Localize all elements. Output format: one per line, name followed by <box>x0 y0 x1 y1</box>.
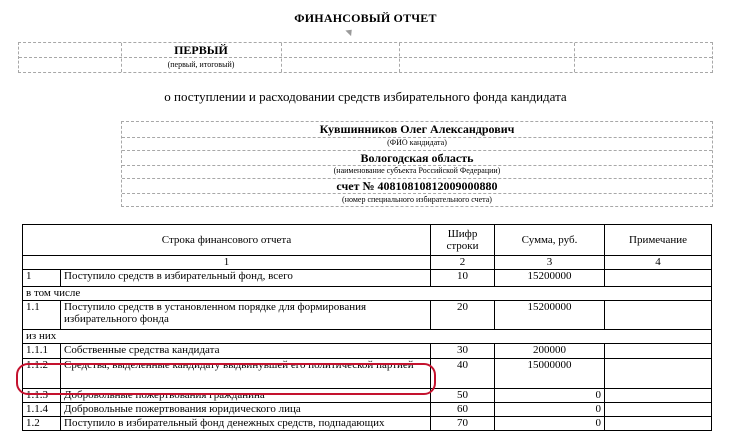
row-sum: 0 <box>495 417 605 431</box>
header-note: Примечание <box>605 225 712 256</box>
report-type: ПЕРВЫЙ <box>174 43 228 57</box>
row-text: Собственные средства кандидата <box>61 344 431 359</box>
section-label: из них <box>23 330 712 344</box>
row-code: 50 <box>431 389 495 403</box>
header-numbers-row <box>23 256 712 270</box>
row-note <box>605 301 712 330</box>
row-number: 1 <box>23 270 61 287</box>
row-sum: 0 <box>495 403 605 417</box>
table-header-row <box>23 225 712 256</box>
row-number: 1.1.2 <box>23 359 61 389</box>
report-subtitle: о поступлении и расходовании средств избирательного фонда кандидата <box>164 89 567 104</box>
row-sum: 15200000 <box>495 270 605 287</box>
row-code: 60 <box>431 403 495 417</box>
row-text: Добровольные пожертвования юридического лица <box>61 403 431 417</box>
table-row <box>23 403 712 417</box>
row-note <box>605 417 712 431</box>
red-highlight-annotation <box>16 363 436 395</box>
financial-report-table <box>22 224 712 431</box>
row-code: 30 <box>431 344 495 359</box>
section-label: в том числе <box>23 287 712 301</box>
row-note <box>605 344 712 359</box>
header-number-sum: 3 <box>495 256 605 270</box>
row-code: 10 <box>431 270 495 287</box>
row-text: Средства, выделенные кандидату выдвинувшей его политической партией <box>61 359 431 389</box>
row-sum: 15000000 <box>495 359 605 389</box>
row-sum: 200000 <box>495 344 605 359</box>
row-sum: 15200000 <box>495 301 605 330</box>
row-number: 1.1.3 <box>23 389 61 403</box>
row-text: Поступило в избирательный фонд денежных средств, подпадающих <box>61 417 431 431</box>
table-row <box>23 344 712 359</box>
document-title: ФИНАНСОВЫЙ ОТЧЕТ <box>294 11 437 25</box>
header-number-line: 1 <box>23 256 431 270</box>
row-note <box>605 403 712 417</box>
section-row <box>23 330 712 344</box>
table-row <box>23 417 712 431</box>
row-text: Добровольные пожертвования гражданина <box>61 389 431 403</box>
row-note <box>605 389 712 403</box>
header-code: Шифр строки <box>431 225 495 256</box>
report-type-hint: (первый, итоговый) <box>167 60 235 69</box>
candidate-name: Кувшинников Олег Александрович <box>319 122 515 136</box>
row-text: Поступило средств в избирательный фонд, всего <box>61 270 431 287</box>
table-row <box>23 301 712 330</box>
row-number: 1.2 <box>23 417 61 431</box>
table-anchor-icon[interactable] <box>345 27 354 36</box>
header-line: Строка финансового отчета <box>23 225 431 256</box>
section-row <box>23 287 712 301</box>
row-note <box>605 270 712 287</box>
row-sum: 0 <box>495 389 605 403</box>
row-number: 1.1.4 <box>23 403 61 417</box>
header-sum: Сумма, руб. <box>495 225 605 256</box>
header-number-note: 4 <box>605 256 712 270</box>
candidate-name-hint: (ФИО кандидата) <box>387 138 447 147</box>
candidate-region: Вологодская область <box>360 151 474 165</box>
special-account: счет № 40810810812009000880 <box>336 179 498 193</box>
row-number: 1.1 <box>23 301 61 330</box>
header-number-code: 2 <box>431 256 495 270</box>
row-note <box>605 359 712 389</box>
row-code: 20 <box>431 301 495 330</box>
candidate-region-hint: (наименование субъекта Российской Федерации) <box>333 166 501 175</box>
row-text: Поступило средств в установленном порядке для формирования избирательного фонда <box>61 301 431 330</box>
row-code: 70 <box>431 417 495 431</box>
table-row <box>23 270 712 287</box>
special-account-hint: (номер специального избирательного счета) <box>342 195 492 204</box>
row-number: 1.1.1 <box>23 344 61 359</box>
row-code: 40 <box>431 359 495 389</box>
